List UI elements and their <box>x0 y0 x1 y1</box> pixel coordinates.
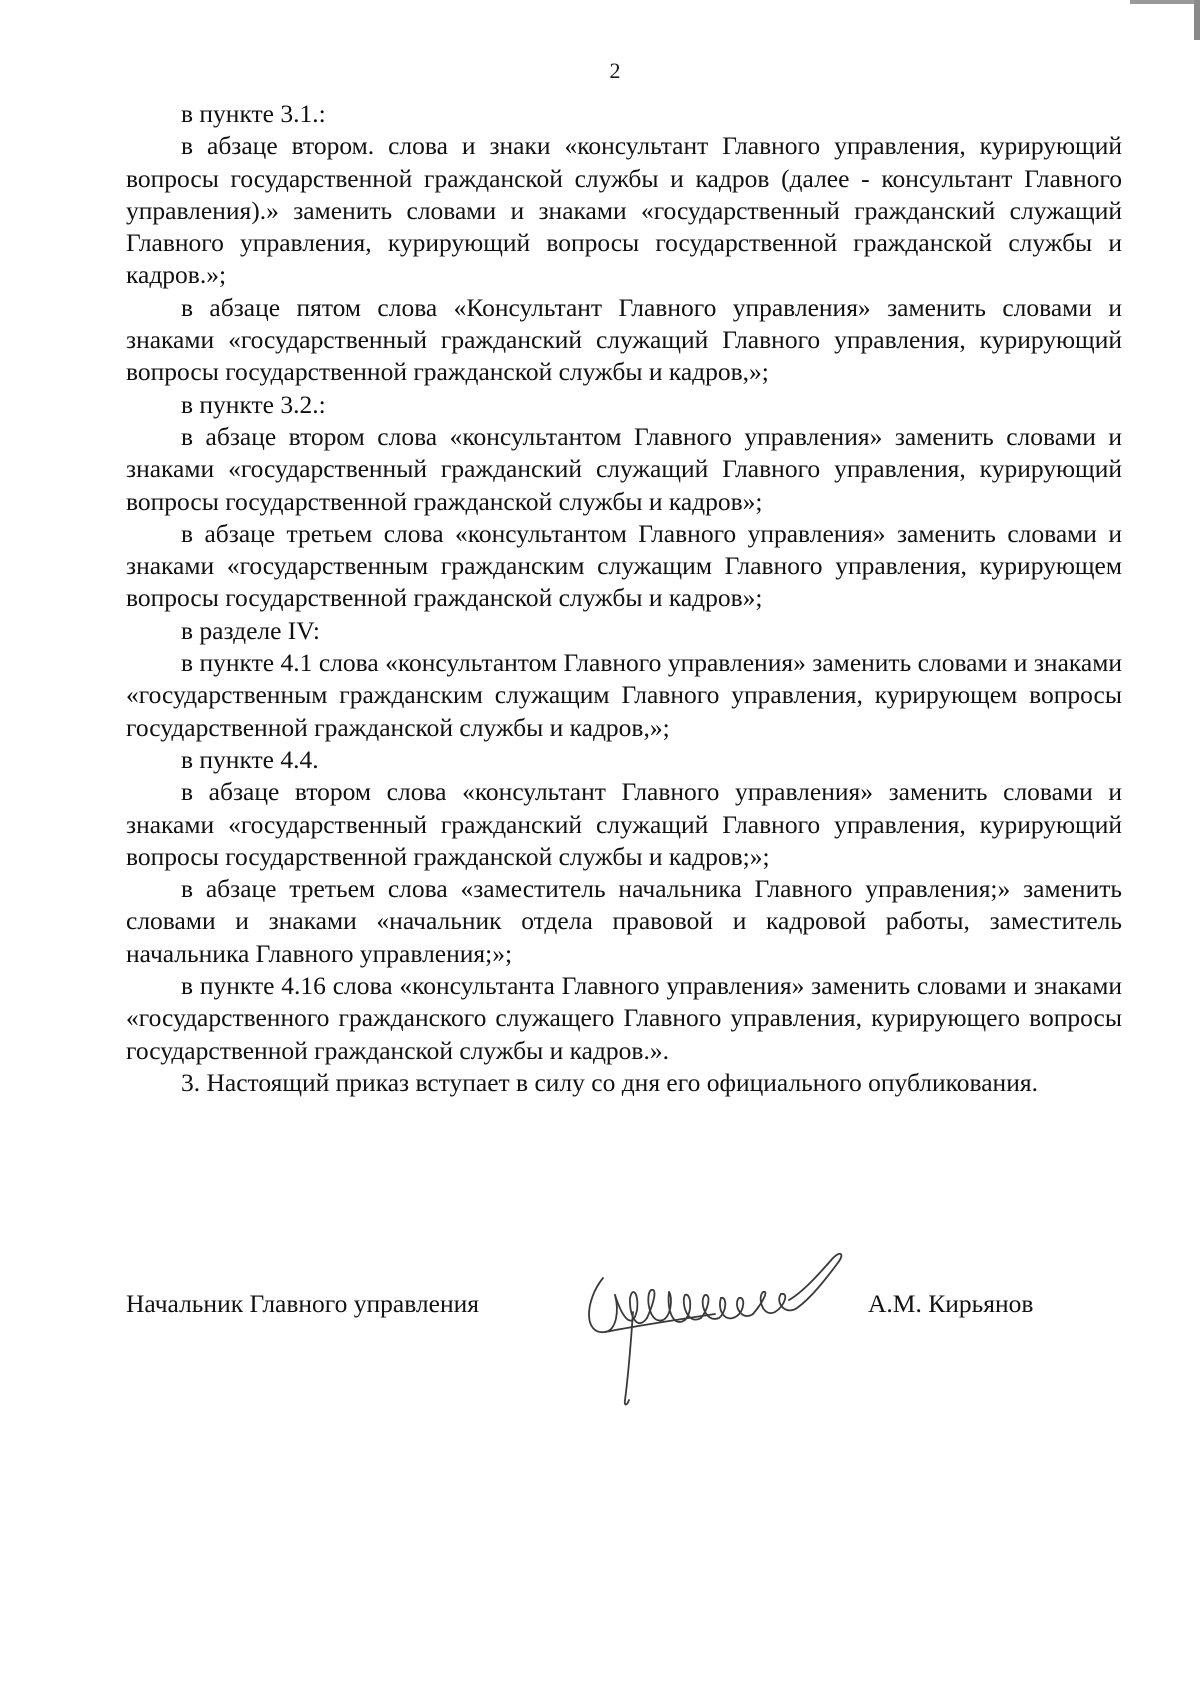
paragraph-2: в абзаце втором. слова и знаки «консультант Главного управления, курирующий вопросы государственной гражданской службы и кадров (далее - консультант Главного управления).» заменить словами и знаками «государственный гражданский служащий Главного управления, курирующий вопросы государственной гражданской службы и кадров.»; <box>126 131 1122 290</box>
paragraph-10: в абзаце втором слова «консультант Главного управления» заменить словами и знаками «государственный гражданский служащий Главного управления, курирующий вопросы государственной гражданской службы и кадров;»; <box>126 777 1122 871</box>
paragraph-6: в абзаце третьем слова «консультантом Главного управления» заменить словами и знаками «государственным гражданским служащим Главного управления, курирующем вопросы государственной гражданской службы и кадров»; <box>126 518 1122 613</box>
paragraph-8: в пункте 4.1 слова «консультантом Главного управления» заменить словами и знаками «государственным гражданским служащим Главного управления, курирующем вопросы государственной гражданской службы и кадров,»; <box>126 648 1122 742</box>
handwritten-signature <box>575 1240 895 1420</box>
scan-edge-mark-right <box>1194 0 1200 40</box>
paragraph-5: в абзаце втором слова «консультантом Главного управления» заменить словами и знаками «государственный гражданский служащий Главного управления, курирующий вопросы государственной гражданской службы и кадров»; <box>126 421 1122 516</box>
scan-edge-mark <box>1130 0 1200 4</box>
paragraph-7: в разделе IV: <box>181 615 320 645</box>
signatory-name: А.М. Кирьянов <box>868 1289 1034 1318</box>
paragraph-13: 3. Настоящий приказ вступает в силу со дня его официального опубликования. <box>181 1067 1038 1097</box>
document-body <box>126 98 1122 1099</box>
paragraph-11: в абзаце третьем слова «заместитель начальника Главного управления;» заменить словами и знаками «начальник отдела правовой и кадровой работы, заместитель начальника Главного управления;»; <box>126 874 1122 968</box>
paragraph-12: в пункте 4.16 слова «консультанта Главного управления» заменить словами и знаками «государственного гражданского служащего Главного управления, курирующего вопросы государственной гражданской службы и кадров.». <box>126 971 1122 1065</box>
paragraph-1: в пункте 3.1.: <box>181 99 326 128</box>
paragraph-9: в пункте 4.4. <box>181 744 319 774</box>
paragraph-4: в пункте 3.2.: <box>181 389 326 419</box>
page-number: 2 <box>609 58 621 83</box>
paragraph-3: в абзаце пятом слова «Консультант Главного управления» заменить словами и знаками «государственный гражданский служащий Главного управления, курирующий вопросы государственной гражданской службы и кадров,»; <box>126 292 1122 387</box>
signatory-position: Начальник Главного управления <box>126 1289 479 1318</box>
